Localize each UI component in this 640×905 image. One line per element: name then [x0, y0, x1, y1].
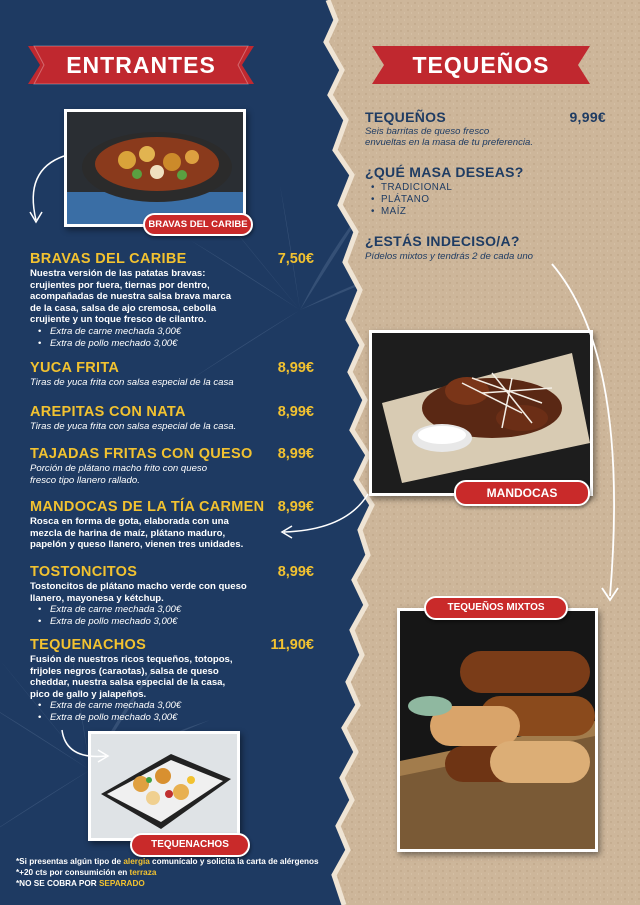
- entrante-name: BRAVAS DEL CARIBE: [30, 251, 187, 267]
- tequenos-item-name: TEQUEÑOS: [365, 109, 446, 125]
- entrante-extra: • Extra de carne mechada 3,00€: [50, 326, 181, 338]
- entrante-price: 11,90€: [270, 637, 314, 653]
- entrantes-title: ENTRANTES: [66, 52, 216, 78]
- masa-option: • MAÍZ: [381, 206, 406, 217]
- entrante-desc-line: acompañadas de nuestra salsa brava marca: [30, 291, 232, 303]
- footer-highlight: SEPARADO: [98, 879, 145, 888]
- entrante-desc-line: mezcla de harina de maíz, plátano maduro,: [30, 527, 226, 539]
- entrante-desc-line: Porción de plátano macho frito con queso: [30, 463, 208, 474]
- tequenos-title: TEQUEÑOS: [412, 52, 550, 78]
- tequenos-item-price: 9,99€: [569, 109, 606, 125]
- bravas-photo: [64, 109, 246, 227]
- tequenos-mixtos-photo-tag: TEQUEÑOS MIXTOS: [424, 596, 568, 620]
- entrante-desc-line: frijoles negros (caraotas), salsa de queso: [30, 665, 219, 677]
- footer-text: comunícalo y solicita la carta de alérgenos: [149, 857, 319, 866]
- entrante-extra: • Extra de pollo mechado 3,00€: [50, 338, 177, 350]
- entrante-name: AREPITAS CON NATA: [30, 404, 186, 420]
- entrante-desc-line: Tiras de yuca frita con salsa especial de la casa: [30, 377, 234, 388]
- mandocas-photo-tag: MANDOCAS: [454, 480, 590, 506]
- arrow-icon: [56, 726, 116, 766]
- footer-highlight: terraza: [129, 868, 157, 877]
- entrante-desc-line: llanero, mayonesa y kétchup.: [30, 592, 164, 604]
- tequenachos-photo-tag: TEQUENACHOS: [130, 833, 250, 857]
- masa-option: • PLÁTANO: [381, 194, 430, 205]
- footer-separate-note: [16, 879, 145, 888]
- indeciso-desc: Pídelos mixtos y tendrás 2 de cada uno: [365, 251, 533, 262]
- entrante-price: 8,99€: [277, 360, 314, 376]
- entrante-extra: • Extra de pollo mechado 3,00€: [50, 712, 177, 724]
- entrante-price: 8,99€: [277, 446, 314, 462]
- entrante-extra: • Extra de carne mechada 3,00€: [50, 604, 181, 616]
- footer-highlight: alergia: [123, 857, 150, 866]
- entrante-desc-line: Tostoncitos de plátano macho verde con queso: [30, 581, 247, 592]
- entrante-desc-line: crujiente y un toque fresco de cilantro.: [30, 314, 207, 326]
- arrow-icon: [540, 256, 630, 616]
- tequenos-mixtos-photo: [397, 608, 598, 852]
- entrante-desc-line: Nuestra versión de las patatas bravas:: [30, 268, 206, 279]
- entrante-extra: • Extra de carne mechada 3,00€: [50, 700, 181, 712]
- footer-text: *Si presentas algún tipo de: [16, 857, 124, 866]
- footer-text: *+20 cts por consumición en: [16, 868, 130, 877]
- tequenos-desc-line: envueltas en la masa de tu preferencia.: [365, 137, 533, 148]
- tequenos-banner: [372, 44, 590, 86]
- entrante-name: TEQUENACHOS: [30, 637, 147, 653]
- bravas-dish-image: [67, 112, 243, 224]
- entrante-price: 8,99€: [277, 499, 314, 515]
- indeciso-question: ¿ESTÁS INDECISO/A?: [365, 233, 520, 249]
- entrante-desc-line: crujientes por fuera, tiernas por dentro,: [30, 279, 210, 291]
- arrow-icon: [14, 150, 74, 230]
- footer-allergy-note: [16, 857, 319, 866]
- bravas-photo-tag: BRAVAS DEL CARIBE: [143, 213, 253, 236]
- masa-option: • TRADICIONAL: [381, 182, 452, 193]
- entrante-price: 8,99€: [277, 564, 314, 580]
- entrante-desc-line: papelón y queso llanero, vienen tres unidades.: [30, 539, 244, 551]
- entrantes-banner: [28, 44, 254, 86]
- entrante-desc-line: Fusión de nuestros ricos tequeños, totopos,: [30, 654, 233, 665]
- entrante-desc-line: Rosca en forma de gota, elaborada con una: [30, 516, 229, 527]
- masa-question: ¿QUÉ MASA DESEAS?: [365, 164, 524, 180]
- entrante-desc-line: cheddar, nuestra salsa especial de la casa,: [30, 677, 226, 689]
- tequenos-desc-line: Seis barritas de queso fresco: [365, 126, 490, 137]
- entrante-extra: • Extra de pollo mechado 3,00€: [50, 616, 177, 628]
- entrante-desc-line: Tiras de yuca frita con salsa especial de la casa.: [30, 421, 237, 432]
- entrante-name: TAJADAS FRITAS CON QUESO: [30, 446, 253, 462]
- entrante-desc-line: fresco tipo llanero rallado.: [30, 474, 140, 486]
- footer-terrace-note: [16, 868, 156, 877]
- tequenos-mixtos-image: [400, 611, 595, 849]
- footer-text: *NO SE COBRA POR: [16, 879, 99, 888]
- entrante-name: TOSTONCITOS: [30, 564, 138, 580]
- entrante-price: 7,50€: [277, 251, 314, 267]
- entrante-desc-line: de la casa, salsa de ajo cremosa, cebolla: [30, 302, 217, 314]
- entrante-desc-line: pico de gallo y jalapeños.: [30, 688, 147, 700]
- arrow-icon: [276, 486, 376, 546]
- entrante-name: MANDOCAS DE LA TÍA CARMEN: [30, 499, 265, 515]
- entrante-price: 8,99€: [277, 404, 314, 420]
- entrante-name: YUCA FRITA: [30, 360, 120, 376]
